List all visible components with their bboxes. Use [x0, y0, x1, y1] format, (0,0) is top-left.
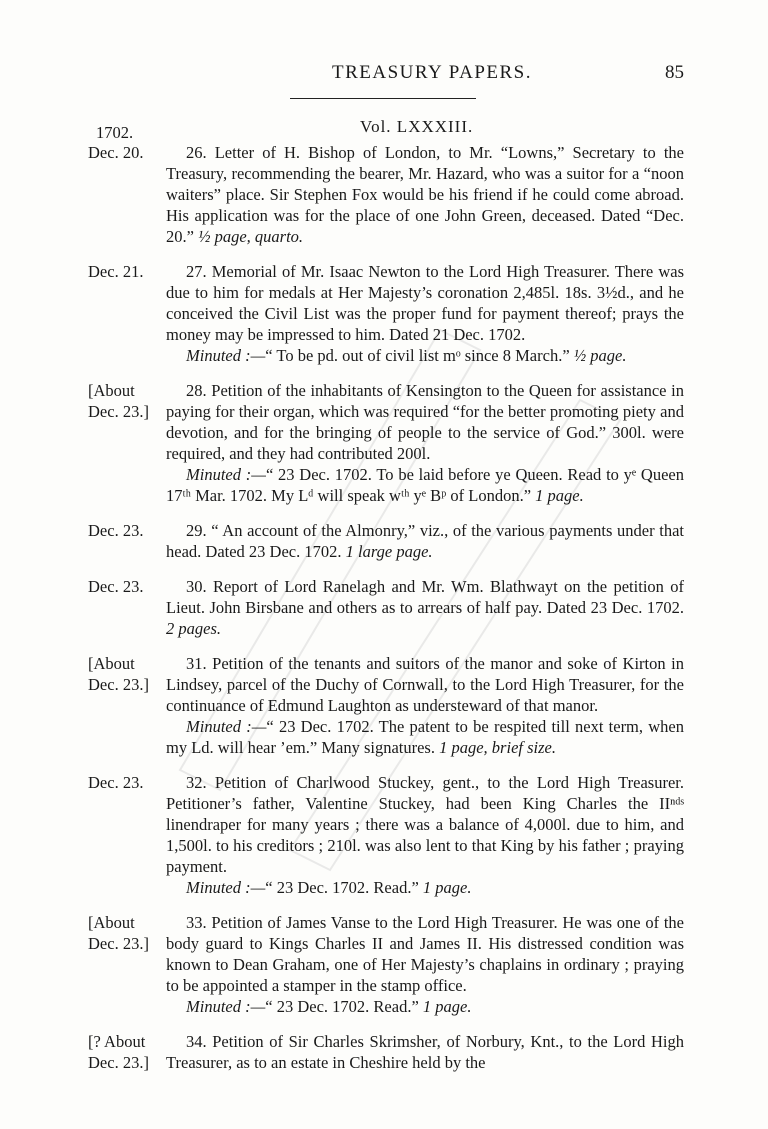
entry-text — [166, 261, 684, 345]
entry-description: 28. Petition of the inhabitants of Kensington to the Queen for assistance in paying for their organ, which was required “for the better promoting piety and devotion, and for the bringing of people to the service of God.” 300l. were required, and they had contributed 200l. — [166, 381, 684, 463]
entry-extent: 1 large page. — [345, 542, 433, 561]
minute-text: “ 23 Dec. 1702. The patent to be respited till next term, when my Ld. will hear ’em.” Many signatures. — [166, 717, 684, 757]
entry-body — [166, 772, 684, 898]
entry-minute — [166, 996, 684, 1017]
entry-description: 26. Letter of H. Bishop of London, to Mr. “Lowns,” Secretary to the Treasury, recommending the bearer, Mr. Hazard, who was a suitor for a “noon waiters” place. Sir Stephen Fox would be his friend if he could come abroad. His application was for the place of one John Green, deceased. Dated “Dec. 20.” — [166, 143, 684, 246]
calendar-entry — [0, 142, 768, 247]
entry-extent: 1 page, brief size. — [439, 738, 556, 757]
minute-label: Minuted :— — [186, 717, 267, 736]
minute-text: “ 23 Dec. 1702. Read.” — [265, 878, 419, 897]
calendar-entry — [0, 653, 768, 758]
entry-extent: 1 page. — [422, 878, 472, 897]
entry-date: [About Dec. 23.] — [88, 654, 149, 694]
entry-minute — [166, 877, 684, 898]
entry-body — [166, 912, 684, 1017]
entry-extent: ½ page. — [573, 346, 627, 365]
minute-text: “ 23 Dec. 1702. Read.” — [265, 997, 419, 1016]
entry-extent: 1 page. — [535, 486, 584, 505]
entry-date: Dec. 21. — [88, 262, 144, 281]
entry-body — [166, 1031, 684, 1073]
entry-body — [166, 520, 684, 562]
entry-extent: 1 page. — [422, 997, 472, 1016]
calendar-entry — [0, 380, 768, 506]
entry-date: [? About Dec. 23.] — [88, 1032, 149, 1072]
entries-list — [0, 142, 768, 1087]
calendar-entry — [0, 772, 768, 898]
entry-body — [166, 380, 684, 506]
header-rule — [290, 98, 476, 99]
entry-body — [166, 576, 684, 639]
calendar-entry — [0, 912, 768, 1017]
entry-body — [166, 261, 684, 366]
entry-body — [166, 653, 684, 758]
entry-description: 33. Petition of James Vanse to the Lord High Treasurer. He was one of the body guard to Kings Charles II and James II. His distressed condition was known to Dean Graham, one of Her Majesty’s chaplains in ordinary ; praying to be appointed a stamper in the stamp office. — [166, 913, 684, 995]
minute-label: Minuted :— — [186, 997, 266, 1016]
entry-body — [166, 142, 684, 247]
entry-text — [166, 912, 684, 996]
entry-date: Dec. 23. — [88, 521, 144, 540]
running-title: TREASURY PAPERS. — [332, 62, 532, 83]
entry-text — [166, 653, 684, 716]
entry-text — [166, 772, 684, 877]
minute-label: Minuted :— — [186, 878, 266, 897]
minute-text: “ 23 Dec. 1702. To be laid before ye Queen. Read to yᵉ Queen 17ᵗʰ Mar. 1702. My Lᵈ will speak wᵗʰ yᵉ Bᵖ of London.” — [166, 465, 684, 505]
entry-description: 31. Petition of the tenants and suitors of the manor and soke of Kirton in Lindsey, parcel of the Duchy of Cornwall, to the Lord High Treasurer, for the continuance of Edmund Laughton as understeward of that manor. — [166, 654, 684, 715]
entry-text — [166, 142, 684, 247]
entry-date: [About Dec. 23.] — [88, 913, 149, 953]
minute-text: “ To be pd. out of civil list mᵒ since 8 March.” — [265, 346, 570, 365]
entry-date: Dec. 20. — [88, 143, 144, 162]
entry-minute — [166, 716, 684, 758]
entry-date: Dec. 23. — [88, 773, 144, 792]
entry-minute — [166, 464, 684, 506]
entry-date: [About Dec. 23.] — [88, 381, 149, 421]
calendar-entry — [0, 1031, 768, 1073]
entry-text — [166, 576, 684, 639]
entry-description: 30. Report of Lord Ranelagh and Mr. Wm. Blathwayt on the petition of Lieut. John Birsbane and others as to arrears of half pay. Dated 23 Dec. 1702. — [166, 577, 684, 617]
volume-year: 1702. — [96, 123, 134, 142]
page-number: 85 — [665, 62, 684, 83]
entry-text — [166, 380, 684, 464]
entry-minute — [166, 345, 684, 366]
volume-title: Vol. LXXXIII. — [360, 117, 474, 136]
calendar-entry — [0, 520, 768, 562]
page-header — [0, 62, 768, 92]
volume-heading — [0, 117, 768, 142]
entry-extent: ½ page, quarto. — [198, 227, 304, 246]
entry-description: 32. Petition of Charlwood Stuckey, gent., to the Lord High Treasurer. Petitioner’s father, Valentine Stuckey, had been King Charles the IIⁿᵈˢ linendraper for many years ; there was a balance of 4,000l. due to him, and 1,500l. to his creditors ; 210l. was also lent to that King by his father ; praying payment. — [166, 773, 684, 876]
calendar-entry — [0, 576, 768, 639]
entry-extent: 2 pages. — [166, 619, 221, 638]
entry-date: Dec. 23. — [88, 577, 144, 596]
entry-description: 27. Memorial of Mr. Isaac Newton to the Lord High Treasurer. There was due to him for medals at Her Majesty’s coronation 2,485l. 18s. 3½d., and he conceived the Civil List was the proper fund for payment thereof; prays the money may be impressed to him. Dated 21 Dec. 1702. — [166, 262, 684, 344]
entry-text — [166, 1031, 684, 1073]
minute-label: Minuted :— — [186, 346, 266, 365]
calendar-entry — [0, 261, 768, 366]
minute-label: Minuted :— — [186, 465, 266, 484]
entry-description: 29. “ An account of the Almonry,” viz., of the various payments under that head. Dated 23 Dec. 1702. — [166, 521, 684, 561]
entry-description: 34. Petition of Sir Charles Skrimsher, of Norbury, Knt., to the Lord High Treasurer, as to an estate in Cheshire held by the — [166, 1032, 684, 1072]
entry-text — [166, 520, 684, 562]
